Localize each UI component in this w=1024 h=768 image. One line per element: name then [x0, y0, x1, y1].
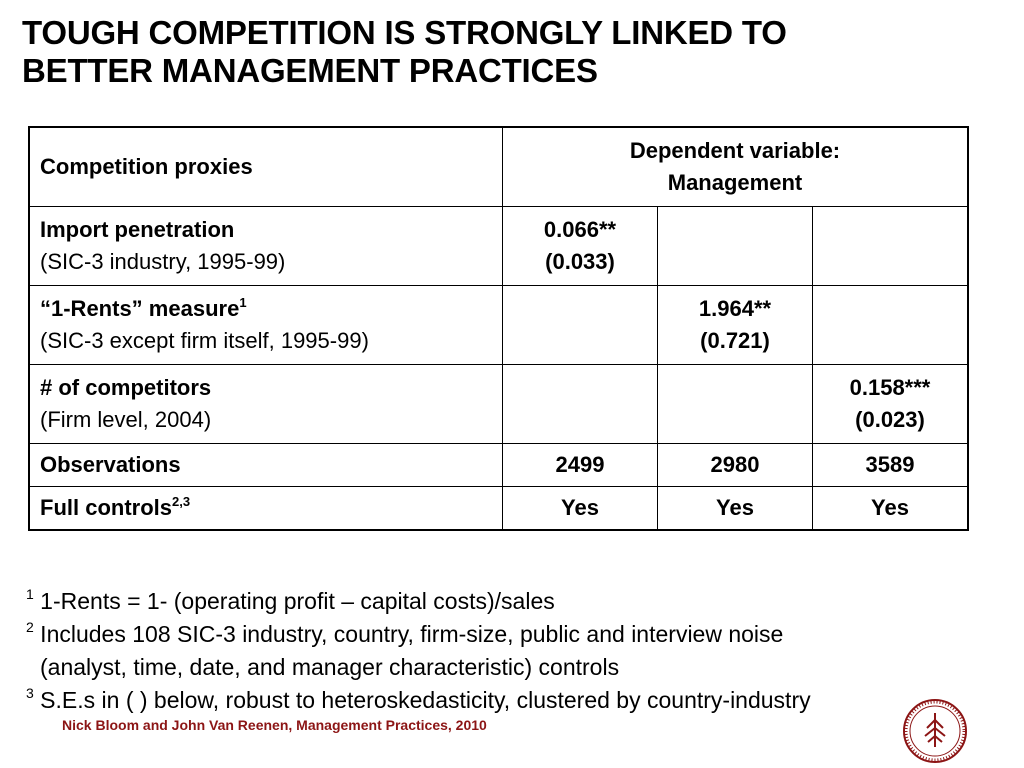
coef-cell — [503, 286, 658, 365]
row-label: # of competitors (Firm level, 2004) — [29, 365, 503, 444]
coef-cell — [658, 207, 813, 286]
obs-cell: 2980 — [658, 444, 813, 487]
footnote-3: $^3$ S.E.s in ( ) below, robust to heteroskedasticity, clustered by country-industry — [26, 685, 811, 713]
table-header-row — [29, 127, 968, 207]
footnote-1: $^1$ 1-Rents = 1- (operating profit – capital costs)/sales — [26, 586, 555, 614]
table-row-competitors — [29, 365, 968, 444]
coef-cell — [813, 286, 969, 365]
coef-cell — [813, 207, 969, 286]
header-dependent-variable: Dependent variable: Management — [503, 127, 969, 207]
footnote-2: $^2$ Includes 108 SIC-3 industry, country, firm-size, public and interview noise — [26, 619, 784, 647]
row-label: “1-Rents” measure$^1$ (SIC-3 except firm itself, 1995-99) — [29, 286, 503, 365]
coef-cell — [503, 365, 658, 444]
controls-cell: Yes — [813, 487, 969, 531]
header-competition-proxies: Competition proxies — [29, 127, 503, 207]
slide-title — [22, 14, 1012, 90]
controls-cell: Yes — [658, 487, 813, 531]
university-seal-icon — [902, 698, 968, 764]
coef-cell: 0.066** (0.033) — [503, 207, 658, 286]
title-line-2: BETTER MANAGEMENT PRACTICES — [22, 52, 598, 89]
footnotes — [26, 585, 1016, 717]
obs-cell: 3589 — [813, 444, 969, 487]
obs-cell: 2499 — [503, 444, 658, 487]
footnote-2-continued: (analyst, time, date, and manager characteristic) controls — [40, 654, 620, 680]
row-label: Import penetration (SIC-3 industry, 1995-99) — [29, 207, 503, 286]
coef-cell: 0.158*** (0.023) — [813, 365, 969, 444]
footer-citation: Nick Bloom and John Van Reenen, Management Practices, 2010 — [62, 717, 487, 733]
table-row-import-penetration — [29, 207, 968, 286]
controls-cell: Yes — [503, 487, 658, 531]
coef-cell — [658, 365, 813, 444]
table-row-full-controls — [29, 487, 968, 531]
row-label: Observations — [29, 444, 503, 487]
table-row-observations — [29, 444, 968, 487]
coef-cell: 1.964** (0.721) — [658, 286, 813, 365]
title-line-1: TOUGH COMPETITION IS STRONGLY LINKED TO — [22, 14, 787, 51]
regression-table — [28, 126, 969, 531]
row-label: Full controls$^{2,3}$ — [29, 487, 503, 531]
table-row-rents-measure — [29, 286, 968, 365]
